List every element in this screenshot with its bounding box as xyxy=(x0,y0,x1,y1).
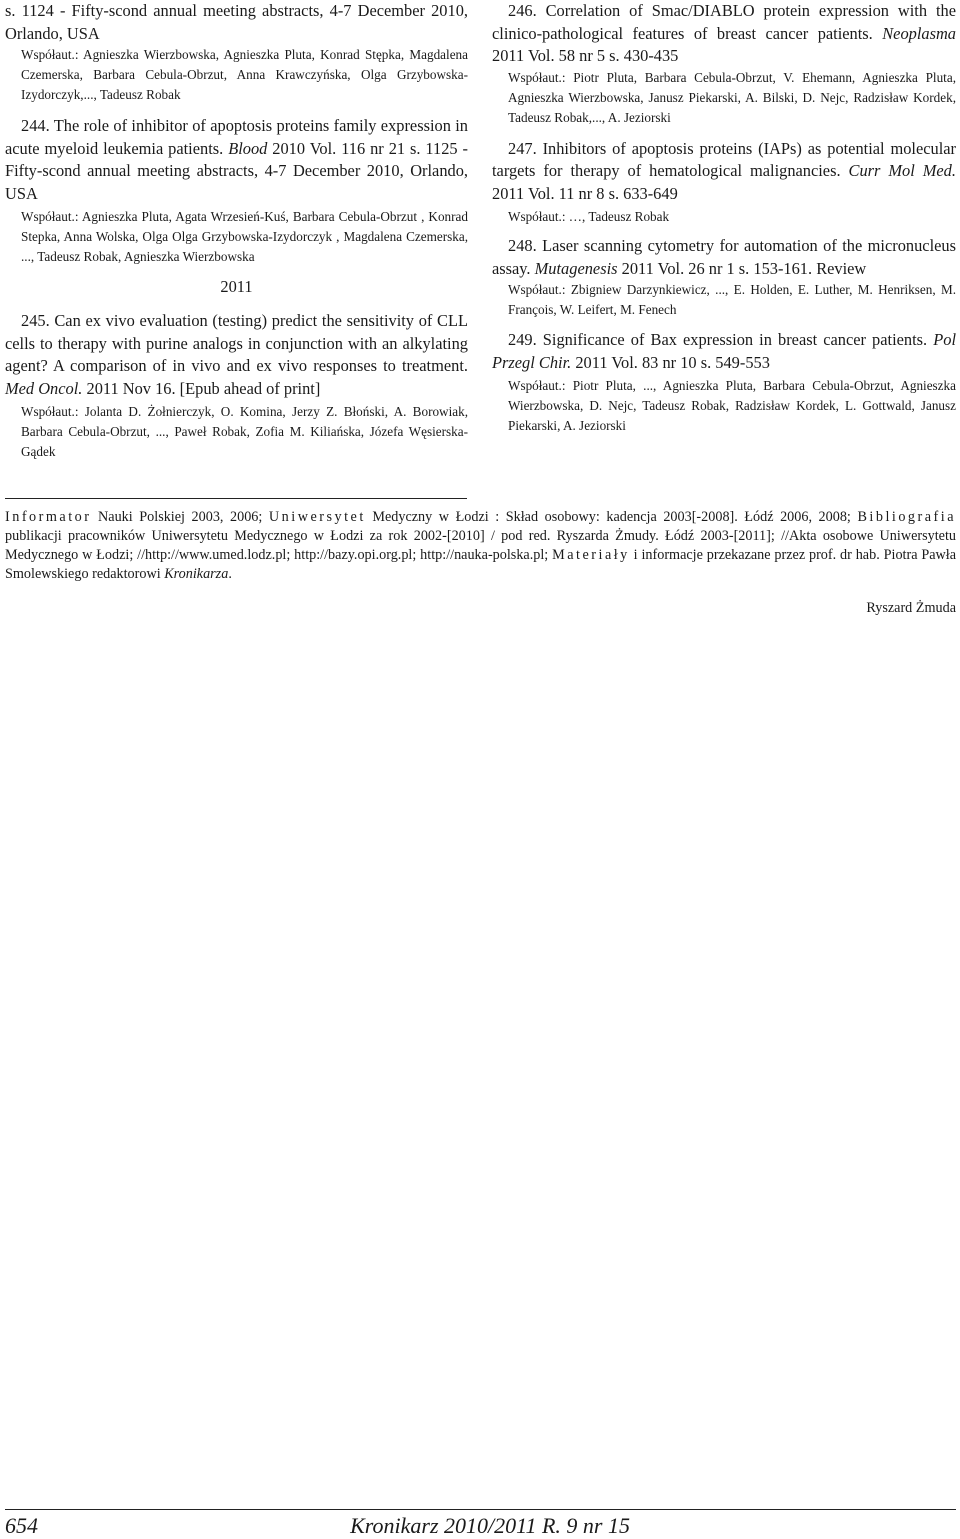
coauthors: Współaut.: Zbigniew Darzynkiewicz, ..., E. Holden, E. Luther, M. Henriksen, M. François, W. Leifert, M. Fenech xyxy=(508,282,956,317)
entry-title: Correlation of Smac/DIABLO protein expression with the clinico-pathological features of breast cancer patients. xyxy=(492,1,956,43)
left-column xyxy=(5,0,468,462)
entry-number: 249. xyxy=(508,330,537,349)
journal-name: Mutagenesis xyxy=(534,258,618,278)
entry-244 xyxy=(5,115,468,267)
journal-name: Neoplasma xyxy=(882,23,956,43)
entry-246 xyxy=(492,0,956,128)
year-heading: 2011 xyxy=(220,277,253,296)
coauthors: Współaut.: Jolanta D. Żołnierczyk, O. Komina, Jerzy Z. Błoński, A. Borowiak, Barbara Cebula-Obrzut, ..., Paweł Robak, Zofia M. Kiliańska, Józefa Węsierska-Gądek xyxy=(21,404,468,459)
publication-details: 2011 Nov 16. [Epub ahead of print] xyxy=(86,378,321,398)
entry-248 xyxy=(492,235,956,320)
publication-details: 2010 Vol. 116 nr 21 s. 1125 - Fifty-scond annual meeting abstracts, 4-7 December 2010, Orlando, USA xyxy=(5,138,468,203)
right-column xyxy=(492,0,956,436)
journal-name: Curr Mol Med. xyxy=(848,161,956,180)
source-text: Medyczny w Łodzi : Skład osobowy: kadencja 2003[-2008]. Łódź 2006, 2008; xyxy=(372,509,851,525)
coauthors: Współaut.: Agnieszka Wierzbowska, Agnieszka Pluta, Konrad Stępka, Magdalena Czemerska, Barbara Cebula-Obrzut, Anna Krawczyńska, Olga Grzybowska-Izydorczyk,..., Tadeusz Robak xyxy=(21,47,468,102)
publication-details: 2011 Vol. 11 nr 8 s. 633-649 xyxy=(492,183,678,203)
journal-name: Pol Przegl Chir. xyxy=(492,330,956,372)
entry-number: 246. xyxy=(508,1,537,20)
footnote-divider xyxy=(5,498,467,499)
entry-number: 247. xyxy=(508,138,537,158)
publication-details: 2011 Vol. 83 nr 10 s. 549-553 xyxy=(575,352,770,372)
entry-245 xyxy=(5,310,468,462)
continued-publication: s. 1124 - Fifty-scond annual meeting abstracts, 4-7 December 2010, Orlando, USA xyxy=(5,1,468,43)
entry-title: Inhibitors of apoptosis proteins (IAPs) as potential molecular targets for therapy of hematological malignancies. xyxy=(492,138,956,180)
journal-name: Blood xyxy=(228,138,268,158)
publication-details: 2011 Vol. 58 nr 5 s. 430-435 xyxy=(492,46,679,65)
publication-details: 2011 Vol. 26 nr 1 s. 153-161. Review xyxy=(621,258,867,278)
footer-divider xyxy=(5,1509,956,1510)
spaced-word: Uniwersytet xyxy=(268,509,366,525)
entry-number: 244. xyxy=(21,116,50,135)
journal-footer: Kronikarz 2010/2011 R. 9 nr 15 xyxy=(350,1513,630,1538)
coauthors: Współaut.: Piotr Pluta, ..., Agnieszka Pluta, Barbara Cebula-Obrzut, Agnieszka Wierzbowska, D. Nejc, Tadeusz Robak, Radzisław Kordek, L. Gottwald, Janusz Piekarski, A. Jeziorski xyxy=(508,378,956,433)
entry-249 xyxy=(492,329,956,436)
coauthors: Współaut.: …, Tadeusz Robak xyxy=(508,209,670,224)
journal-name: Med Oncol. xyxy=(5,378,83,398)
entry-number: 248. xyxy=(508,236,537,255)
author-signature: Ryszard Żmuda xyxy=(866,600,956,616)
coauthors: Współaut.: Piotr Pluta, Barbara Cebula-Obrzut, V. Ehemann, Agnieszka Pluta, Agnieszka Wierzbowska, Janusz Piekarski, A. Bilski, D. Nejc, Radzisław Kordek, Tadeusz Robak,..., A. Jeziorski xyxy=(508,69,956,125)
source-text: i informacje przekazane przez prof. dr hab. Piotra Pawła Smolewskiego redaktorowi xyxy=(5,547,957,582)
entry-title: Can ex vivo evaluation (testing) predict the sensitivity of CLL cells to therapy with purine analogs in conjunction with an alkylating agent? A comparison of in vivo and ex vivo responses to treatment. xyxy=(5,311,468,375)
entry-title: Significance of Bax expression in breast cancer patients. xyxy=(542,330,928,349)
entry-title: The role of inhibitor of apoptosis proteins family expression in acute myeloid leukemia patients. xyxy=(5,116,468,158)
spaced-word: Materiały xyxy=(552,547,630,563)
source-text: publikacji pracowników Uniwersytetu Medycznego w Łodzi za rok 2002-[2010] / pod red. Ryszarda Żmudy. Łódź 2003-[2011]; //Akta osobowe Uniwersytetu Medycznego w Łodzi; //http://www.umed.lodz.pl; http://bazy.opi.org.pl; http://nauka-polska.pl; xyxy=(5,528,956,563)
coauthors: Współaut.: Agnieszka Pluta, Agata Wrzesień-Kuś, Barbara Cebula-Obrzut , Konrad Stepka, Anna Wolska, Olga Olga Grzybowska-Izydorczyk , Magdalena Czemerska, ..., Tadeusz Robak, Agnieszka Wierzbowska xyxy=(21,209,468,264)
source-end: . xyxy=(228,566,232,582)
entry-247 xyxy=(492,138,956,228)
entry-title: Laser scanning cytometry for automation of the micronucleus assay. xyxy=(492,236,956,278)
page-number: 654 xyxy=(5,1513,38,1538)
spaced-word: Bibliografia xyxy=(857,509,957,525)
spaced-word: Informator xyxy=(5,509,92,525)
editor-work: Kronikarza xyxy=(164,566,229,582)
sources-note xyxy=(5,508,956,584)
source-text: Nauki Polskiej 2003, 2006; xyxy=(98,509,263,525)
entry-number: 245. xyxy=(21,311,50,330)
